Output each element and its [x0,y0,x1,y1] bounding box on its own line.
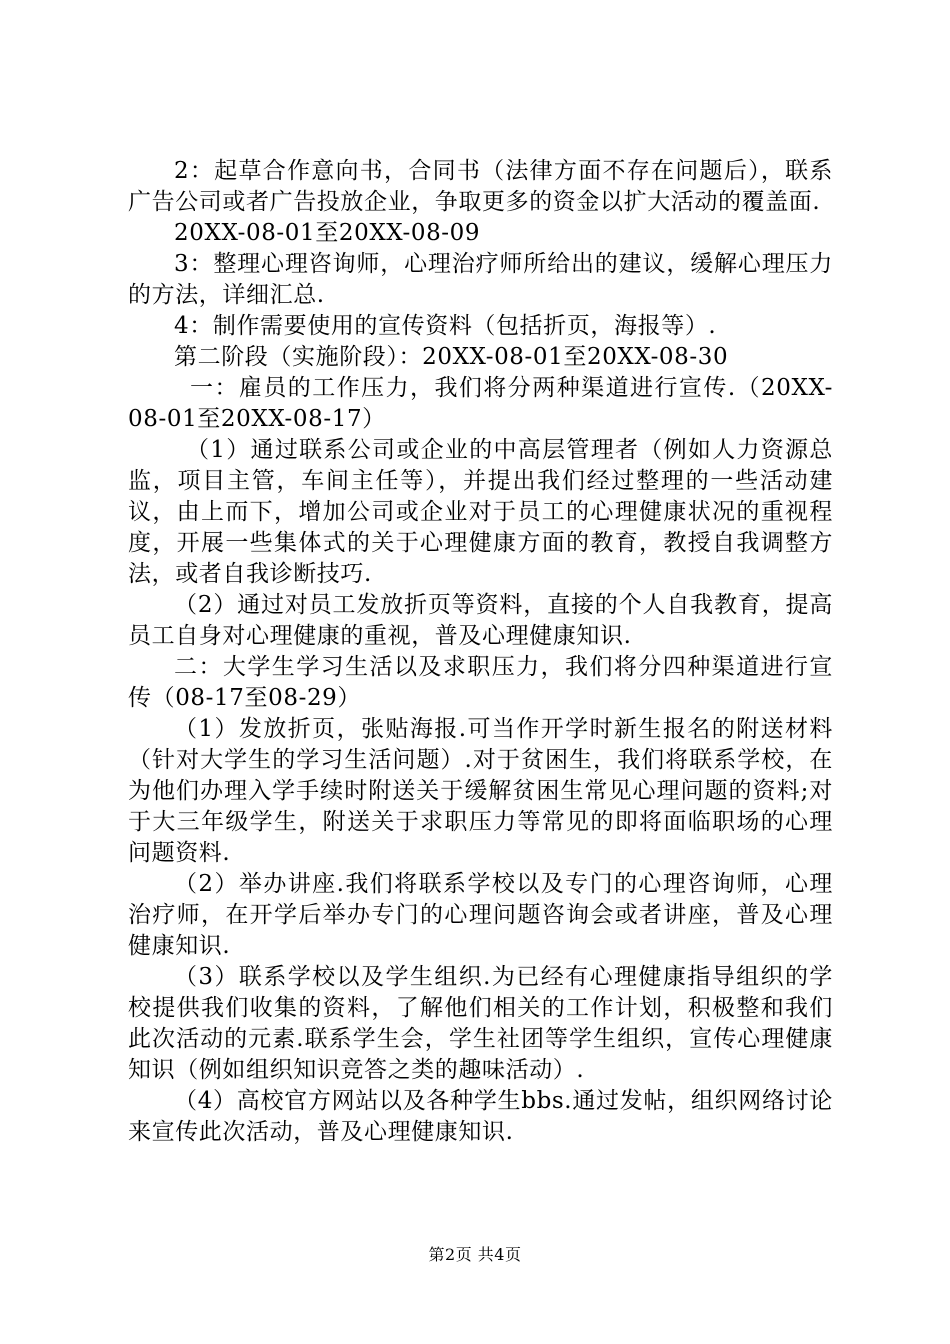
paragraph-date-range: 20XX-08-01至20XX-08-09 [174,220,481,246]
paragraph-phase-two: 第二阶段（实施阶段）：20XX-08-01至20XX-08-30 [174,344,729,370]
document-body [128,156,833,1148]
paragraph-section-two-2: （2）举办讲座.我们将联系学校以及专门的心理咨询师，心理治疗师，在开学后举办专门的心理问题咨询会或者讲座，普及心理健康知识. [128,871,833,959]
paragraph-item-3: 3：整理心理咨询师，心理治疗师所给出的建议，缓解心理压力的方法，详细汇总. [128,251,833,308]
paragraph-item-4: 4：制作需要使用的宣传资料（包括折页，海报等）. [174,313,717,339]
paragraph-section-two-4: （4）高校官方网站以及各种学生bbs.通过发帖，组织网络讨论来宣传此次活动，普及心理健康知识. [128,1088,833,1145]
paragraph-section-one: 一：雇员的工作压力，我们将分两种渠道进行宣传.（20XX-08-01至20XX-08-17） [128,375,833,432]
paragraph-section-two-1: （1）发放折页，张贴海报.可当作开学时新生报名的附送材料（针对大学生的学习生活问题）.对于贫困生，我们将联系学校，在为他们办理入学手续时附送关于缓解贫困生常见心理问题的资料;对于大三年级学生，附送关于求职压力等常见的即将面临职场的心理问题资料. [128,716,833,866]
paragraph-item-2: 2：起草合作意向书，合同书（法律方面不存在问题后），联系广告公司或者广告投放企业，争取更多的资金以扩大活动的覆盖面. [128,158,833,215]
paragraph-section-two-3: （3）联系学校以及学生组织.为已经有心理健康指导组织的学校提供我们收集的资料，了解他们相关的工作计划，积极整和我们此次活动的元素.联系学生会，学生社团等学生组织，宣传心理健康知识（例如组织知识竞答之类的趣味活动）. [128,964,833,1083]
page-number-footer: 第2页 共4页 [428,1245,522,1264]
paragraph-section-one-1: （1）通过联系公司或企业的中高层管理者（例如人力资源总监，项目主管，车间主任等），并提出我们经过整理的一些活动建议，由上而下，增加公司或企业对于员工的心理健康状况的重视程度，开展一些集体式的关于心理健康方面的教育，教授自我调整方法，或者自我诊断技巧. [128,437,833,587]
paragraph-section-one-2: （2）通过对员工发放折页等资料，直接的个人自我教育，提高员工自身对心理健康的重视，普及心理健康知识. [128,592,833,649]
paragraph-section-two: 二：大学生学习生活以及求职压力，我们将分四种渠道进行宣传（08-17至08-29） [128,654,833,711]
